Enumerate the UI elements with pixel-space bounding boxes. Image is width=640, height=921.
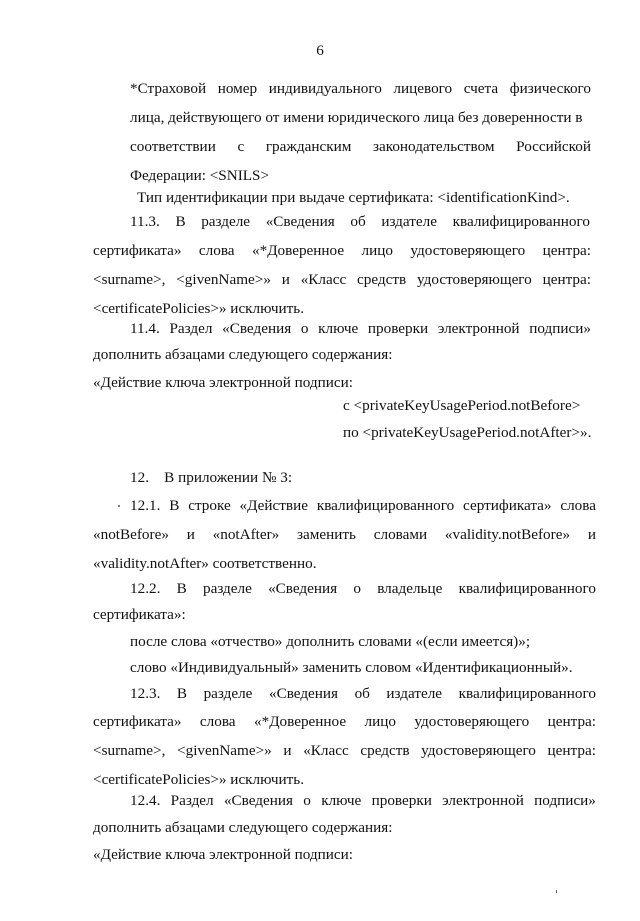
word: счета (463, 80, 499, 97)
word: индивидуального (268, 80, 382, 97)
word: словами (373, 526, 428, 543)
word: квалифицированного (316, 497, 455, 514)
word: удостоверяющего (421, 742, 536, 759)
word: удостоверяющего (417, 271, 532, 288)
text-line (130, 74, 591, 103)
word: центра: (547, 742, 596, 759)
word: законодательством (372, 138, 495, 155)
word: проверки (371, 792, 432, 809)
word: лицевого (393, 80, 453, 97)
text-line (130, 207, 590, 236)
text-line: «Действие ключа электронной подписи: (93, 374, 354, 391)
word: *Страховой (130, 80, 207, 97)
word: разделе (201, 213, 251, 230)
paragraph-snils-cont (130, 103, 591, 190)
word: издателе (386, 685, 443, 702)
word: «Сведения (268, 580, 338, 597)
text-line: «Действие ключа электронной подписи: (93, 846, 354, 863)
word: «Сведения (223, 792, 293, 809)
word: квалифицированного (458, 580, 596, 597)
text-line: после слова «отчество» дополнить словами «(если имеется)»; (130, 633, 531, 650)
word: о (300, 320, 309, 337)
word: центра: (542, 271, 591, 288)
word: электронной (442, 792, 524, 809)
text-line: слово «Индивидуальный» заменить словом «Идентификационный». (130, 659, 573, 676)
text-line: с <privateKeyUsagePeriod.notBefore> (343, 397, 581, 414)
word: сертификата» (463, 497, 552, 514)
text-line: сертификата»: (93, 606, 186, 623)
word: подписи» (534, 792, 596, 809)
word: удостоверяющего (410, 242, 526, 259)
word: <surname>, (93, 271, 166, 288)
scan-speck (556, 890, 557, 893)
paragraph-12-1 (93, 520, 596, 578)
word: об (350, 213, 366, 230)
text-line (93, 520, 596, 549)
word: <surname>, (93, 742, 166, 759)
paragraph-11-3 (93, 236, 591, 323)
word: <givenName>» (176, 271, 271, 288)
text-line: «validity.notAfter» соответственно. (93, 555, 317, 572)
word: заменить (297, 526, 356, 543)
text-line: по <privateKeyUsagePeriod.notAfter>». (343, 424, 592, 441)
scan-speck (118, 505, 120, 507)
text-line: <certificatePolicies>» исключить. (93, 300, 305, 317)
word: «notBefore» (93, 526, 169, 543)
word: о (303, 792, 311, 809)
word: «Сведения (268, 685, 339, 702)
word: «Действие (239, 497, 308, 514)
word: Раздел (170, 792, 214, 809)
word: «Сведения (265, 213, 335, 230)
text-line (130, 491, 596, 520)
text-line (130, 314, 591, 343)
word: средств (357, 271, 407, 288)
word: и (186, 526, 195, 543)
paragraph-12-4-first (130, 786, 596, 815)
paragraph-snils (130, 74, 591, 103)
text-line: дополнить абзацами следующего содержания: (93, 346, 393, 363)
text-line (130, 574, 596, 603)
word: лицо (361, 242, 393, 259)
word: ключе (321, 792, 362, 809)
word: об (354, 685, 370, 702)
word: ключе (318, 320, 359, 337)
word: «Сведения (222, 320, 292, 337)
word: В (169, 497, 180, 514)
identification-kind-line: Тип идентификации при выдаче сертификата: <identificationKind>. (137, 189, 570, 206)
word: Российской (516, 138, 591, 155)
paragraph-11-4-first (130, 314, 591, 343)
text-line (130, 132, 591, 161)
word: «*Доверенное (252, 242, 345, 259)
paragraph-12-3 (93, 707, 596, 794)
word: средств (360, 742, 410, 759)
paragraph-12-2-first (130, 574, 596, 603)
word: электронной (437, 320, 520, 337)
word: сертификата» (93, 713, 182, 730)
word: проверки (367, 320, 429, 337)
page-number: 6 (316, 42, 324, 59)
word: слова (198, 242, 235, 259)
text-line (93, 707, 596, 736)
word: о (353, 580, 361, 597)
word: «*Доверенное (254, 713, 347, 730)
word: соответствии (130, 138, 216, 155)
word: <givenName>» (177, 742, 272, 759)
word: сертификата» (93, 242, 182, 259)
paragraph-12-1-first (130, 491, 596, 520)
word: гражданским (265, 138, 352, 155)
word: подписи» (529, 320, 591, 337)
word: лицо (364, 713, 396, 730)
word: 11.4. (130, 320, 160, 337)
word: удостоверяющего (414, 713, 530, 730)
word: разделе (202, 580, 252, 597)
word: В (175, 213, 186, 230)
word: 12.1. (130, 497, 161, 514)
text-line: <certificatePolicies>» исключить. (93, 771, 305, 788)
word: строке (188, 497, 231, 514)
word: «validity.notBefore» (444, 526, 571, 543)
word: В (176, 685, 188, 702)
word: разделе (203, 685, 253, 702)
word: квалифицированного (452, 213, 590, 230)
word: и (281, 271, 290, 288)
word: владельце (377, 580, 443, 597)
word: квалифицированного (458, 685, 596, 702)
word: номер (217, 80, 258, 97)
word: 11.3. (130, 213, 160, 230)
word: 12.3. (130, 685, 161, 702)
word: 12.2. (130, 580, 161, 597)
word: 12.4. (130, 792, 161, 809)
text-line (130, 786, 596, 815)
section-12-heading: 12. В приложении № 3: (130, 469, 293, 486)
word: центра: (542, 242, 591, 259)
word: слова (560, 497, 596, 514)
text-line (93, 236, 591, 265)
word: «notAfter» (212, 526, 280, 543)
word: В (176, 580, 187, 597)
word: центра: (547, 713, 596, 730)
text-line (93, 265, 591, 294)
text-line: лица, действующего от имени юридического лица без доверенности в (130, 109, 583, 126)
word: физического (509, 80, 591, 97)
text-line: Федерации: <SNILS> (130, 167, 270, 184)
word: «Класс (300, 271, 347, 288)
word: и (283, 742, 292, 759)
word: слова (199, 713, 236, 730)
text-line (130, 679, 596, 708)
text-line (93, 736, 596, 765)
word: и (587, 526, 596, 543)
word: с (237, 138, 245, 155)
word: «Класс (303, 742, 349, 759)
paragraph-12-3-first (130, 679, 596, 708)
paragraph-11-3-first (130, 207, 590, 236)
word: издателе (381, 213, 437, 230)
word: Раздел (169, 320, 213, 337)
text-line: дополнить абзацами следующего содержания: (93, 819, 393, 836)
